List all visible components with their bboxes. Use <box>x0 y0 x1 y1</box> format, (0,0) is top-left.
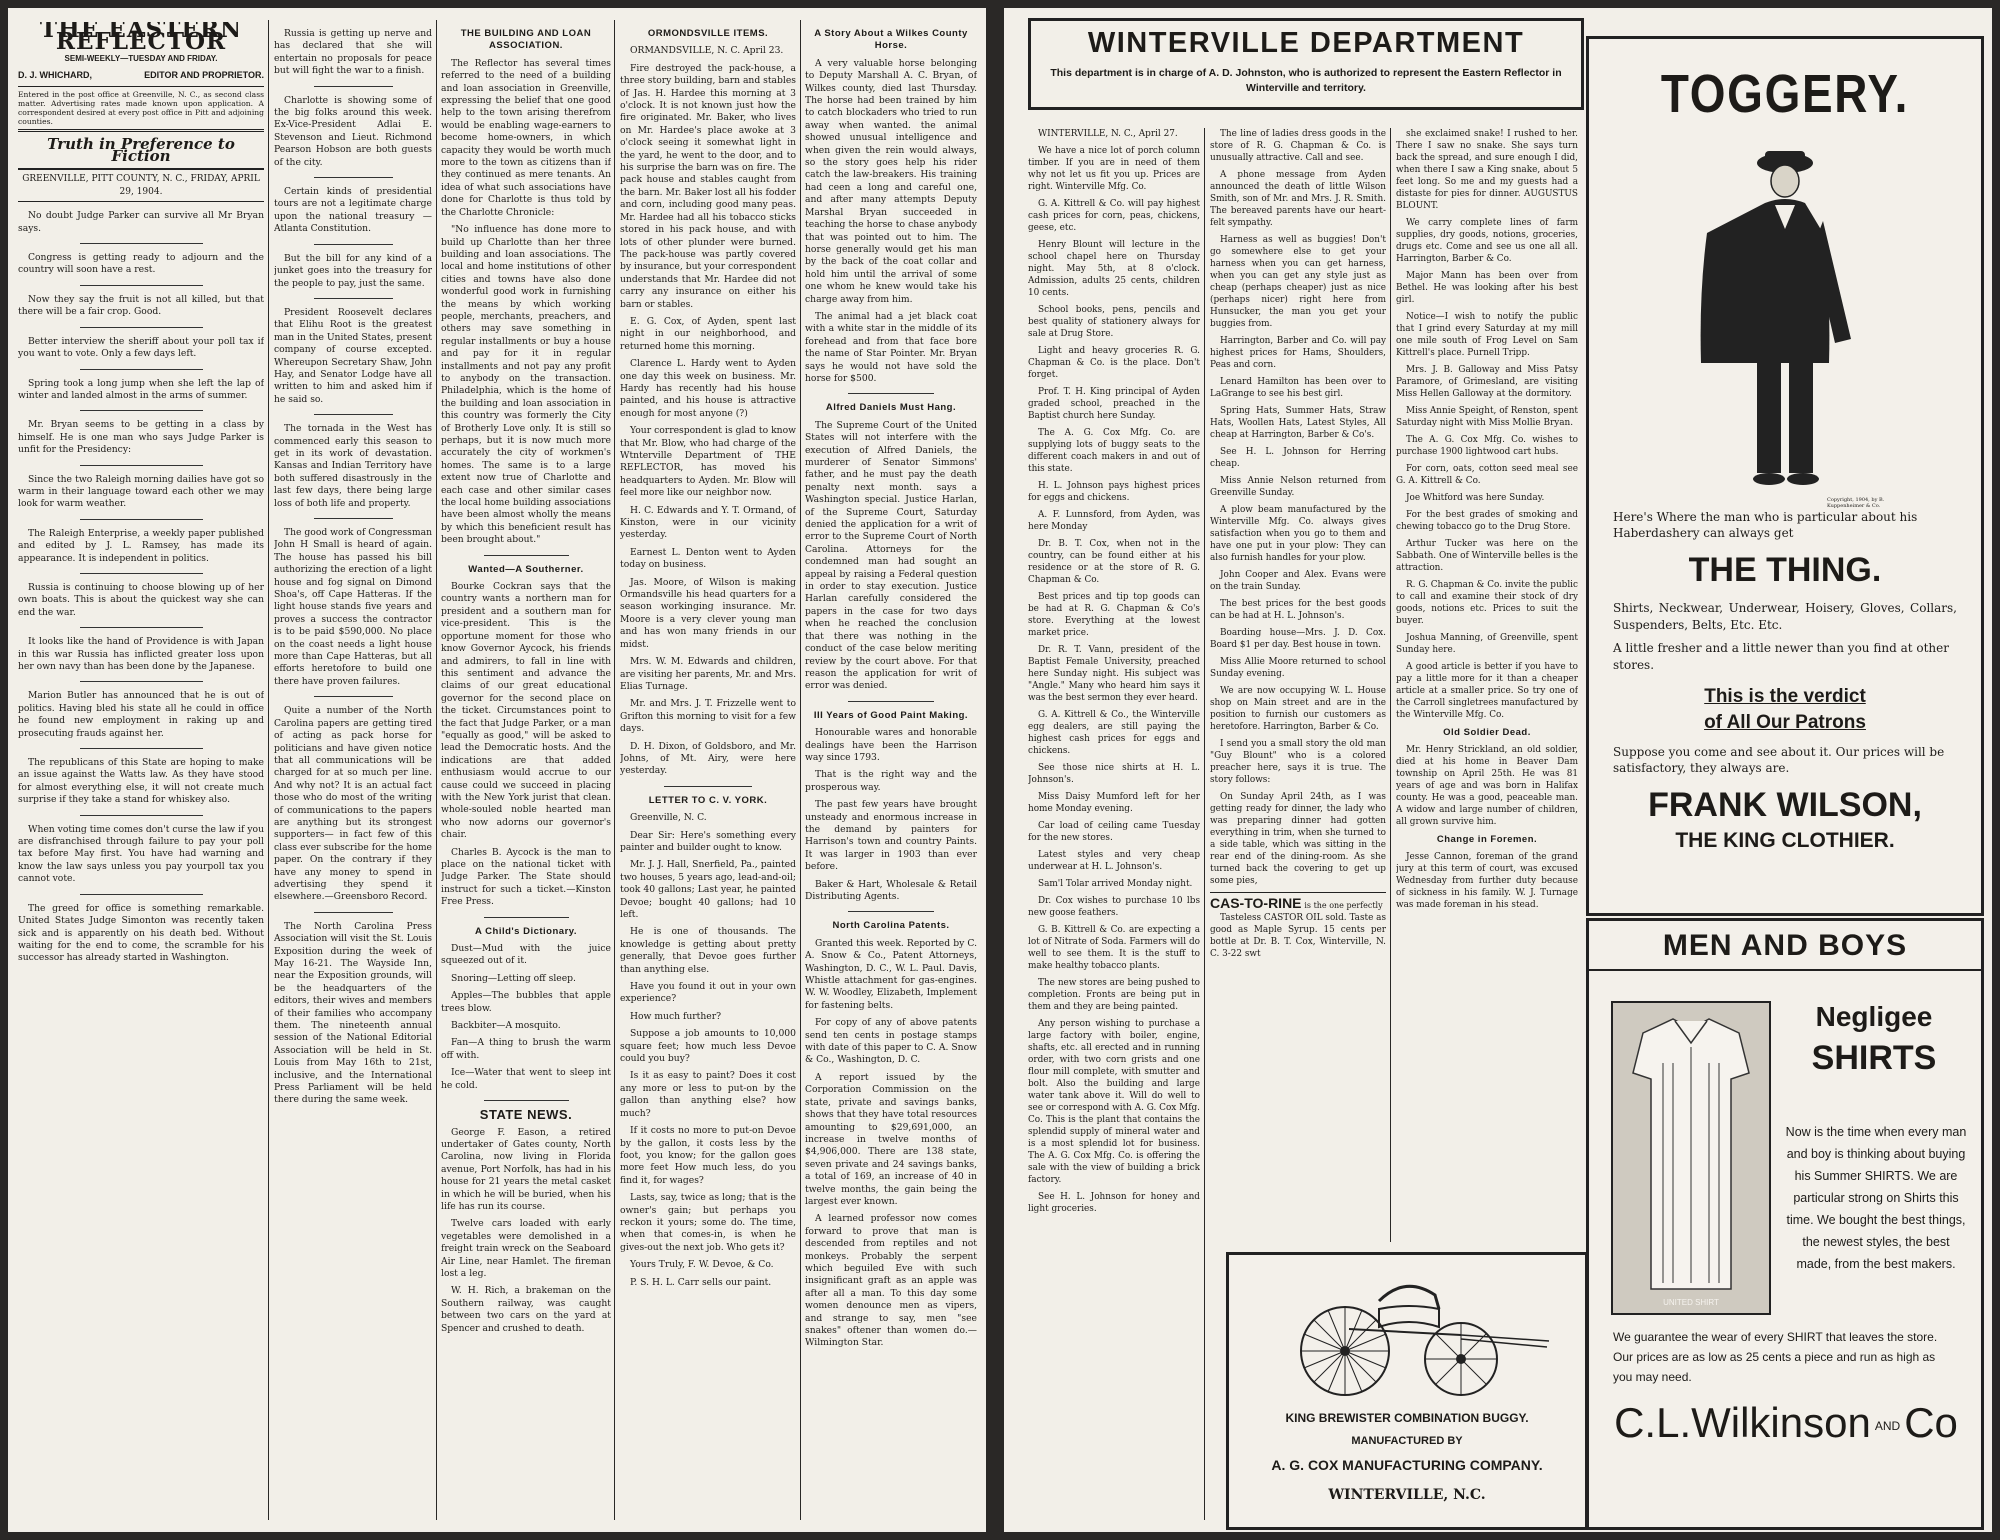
editorial-paragraphs-2 <box>274 28 432 1107</box>
paragraph: Bourke Cockran says that the country wants a northern man for president and a southern man for vice-president. This is the opportune moment for those who know Governor Aycock, his friends and admirers, to fall in line with this sentiment and advance the claims of our great educational governor for the second place on the ticket. Circumstances point to the fact that Judge Parker, or a man "equally as good," will be asked to lead the Democratic hosts. And the indications are that added enthusiasm would accrue to our cause could we succeed in placing with the New York jurist that clean. whole-souled noble hearted man who now adorns our governor's chair. <box>441 581 611 841</box>
winterville-items-b <box>1210 128 1386 887</box>
editorial-paragraphs <box>18 210 264 964</box>
winterville-title: WINTERVILLE DEPARTMENT <box>1087 27 1525 59</box>
masthead-title: THE EASTERN REFLECTOR <box>39 22 243 56</box>
wilkes-horse-heading: A Story About a Wilkes County Horse. <box>814 28 968 52</box>
dateline: GREENVILLE, PITT COUNTY, N. C., FRIDAY, APRIL 29, 1904. <box>18 168 264 202</box>
paragraph: Harness as well as buggies! Don't go somewhere else to get your harness when you can get harness, when you can get any style just as cheap (perhaps cheaper) just as nice (perhaps nicer) right here from Hunsucker, the man you get your buggies from. <box>1210 235 1386 329</box>
buggy-illustration <box>1229 1255 1585 1405</box>
shirt-icon <box>1613 1003 1769 1313</box>
paragraph: D. H. Dixon, of Goldsboro, and Mr. Johns, of Mt. Airy, were here yesterday. <box>620 740 796 777</box>
paragraph: For corn, oats, cotton seed meal see G. A. Kittrell & Co. <box>1396 464 1578 486</box>
daniels-heading: Alfred Daniels Must Hang. <box>825 402 957 414</box>
paragraph: Harrington, Barber and Co. will pay highest prices for Hams, Shoulders, Peas and corn. <box>1210 336 1386 370</box>
paragraph: A phone message from Ayden announced the death of little Wilson Smith, son of Mr. and Mrs. J. R. Smith. The bereaved parents have our heart-felt sympathy. <box>1210 170 1386 228</box>
paragraph: But the bill for any kind of a junket goes into the treasury for the people to pay, just the same. <box>274 252 432 289</box>
paragraph: Mr. and Mrs. J. T. Frizzelle went to Grifton this morning to visit for a few days. <box>620 698 796 735</box>
separator <box>314 298 393 299</box>
toggery-verdict-1: This is the verdict <box>1704 686 1866 707</box>
column-1 <box>18 22 264 1520</box>
paragraph: Charles B. Aycock is the man to place on the national ticket with Judge Parker. The State should instruct for such a ticket.—Kinston Free Press. <box>441 846 611 908</box>
separator <box>80 748 203 749</box>
paragraph: The North Carolina Press Association will visit the St. Louis Exposition during the week of May 16-21. The Wayside Inn, near the Exposition grounds, will be the headquarters of the editors, their wives and members of their families who accompany them. The nineteenth annual session of the National Editorial Association will be held in St. Louis from May 16th to 21st, inclusive, and the International Press Parliament will be held there during the same week. <box>274 920 432 1106</box>
paragraph: Russia is continuing to choose blowing up of her own boats. This is about the quickest way she can end the war. <box>18 581 264 618</box>
paragraph: Baker & Hart, Wholesale & Retail Distributing Agents. <box>805 878 977 902</box>
paragraph: Charlotte is showing some of the big folks around this week. Ex-Vice-President Adlai E. Stevenson and Lieut. Richmond Pearson Hobson are both guests of the city. <box>274 94 432 168</box>
column-rule <box>1390 128 1391 1242</box>
paragraph: The line of ladies dress goods in the store of R. G. Chapman & Co. is unusually attractive. Call and see. <box>1210 129 1386 163</box>
paragraph: Any person wishing to purchase a large factory with boiler, engine, shafts, etc. all erected and in running order, with two corn grists and one flour mill complete, with smutter and bolt. Also the building and large water tank above it. Will do well to see or correspond with A. G. Cox Mfg. Co. This is the plant that contains the splendid supply of mineral water and is a most splendid lot for business. The A. G. Cox Mfg. Co. is offering the sale with the view of building a brick factory. <box>1028 1019 1200 1185</box>
toggery-title: TOGGERY. <box>1660 64 1910 124</box>
castorine-title: CAS-TO-RINE <box>1210 895 1302 911</box>
paragraph: Suppose a job amounts to 10,000 square feet; how much less Devoe could you buy? <box>620 1028 796 1065</box>
paragraph: Mrs. W. M. Edwards and children, are visiting her parents, Mr. and Mrs. Elias Turnage. <box>620 656 796 692</box>
paragraph: Fire destroyed the pack-house, a three story building, barn and stables of Jas. H. Hardee this morning at 3 o'clock. It is not known just how the fire originated. Mr. Baker, who lives on Mr. Hardee's place awoke at 3 o'clock seeing it somewhat light in the yard, he went to the door, and to his surprise the barn was on fire. The pack house and stables caught from the barn. Mr. Baker lost all his fodder and corn, including good many peas. Mr. Hardee had all his tobacco sticks stored in his pack house, and with lots of other plunder were burned. The pack-house was partly covered by insurance, but your correspondent understands that Mr. Hardee did not carry any insurance on either his barn or stables. <box>620 62 796 310</box>
column-4 <box>620 22 796 1520</box>
column-rule <box>268 20 269 1520</box>
negligee-title: Negligee <box>1815 1001 1933 1032</box>
buggy-company: A. G. COX MANUFACTURING COMPANY. <box>1271 1457 1543 1473</box>
editor-name: D. J. WHICHARD, <box>18 70 92 81</box>
separator <box>80 519 203 520</box>
paragraph: For the best grades of smoking and chewing tobacco go to the Drug Store. <box>1396 510 1578 532</box>
buggy-title: KING BREWISTER COMBINATION BUGGY. <box>1285 1411 1529 1425</box>
toggery-copyright: Copyright, 1904, by B. Kuppenheimer & Co. <box>1827 497 1885 509</box>
paragraph: Miss Annie Speight, of Renston, spent Saturday night with Miss Mollie Bryan. <box>1396 406 1578 428</box>
paragraph: President Roosevelt declares that Elihu Root is the greatest man in the United States, present company of course excepted. Whereupon Secretary Shaw, John Hay, and Senator Lodge have all written to him and asked him if he said so. <box>274 306 432 405</box>
state-news-heading: STATE NEWS. <box>479 1107 573 1123</box>
paragraph: Yours Truly, F. W. Devoe, & Co. <box>630 1259 774 1271</box>
paragraph: Your correspondent is glad to know that Mr. Blow, who had charge of the Wtnterville Department of THE REFLECTOR, has moved his headquarters to Ayden. Mr. Blow will feel more like our neighbor now. <box>620 425 796 499</box>
separator <box>80 573 203 574</box>
paragraph: Jas. Moore, of Wilson is making Ormandsville his head quarters for a season workinging insurance. Mr. Moore is a very clever young man and has won many friends in our midst. <box>620 576 796 650</box>
masthead <box>18 24 264 202</box>
foreman-article: Jesse Cannon, foreman of the grand jury at this term of court, was excused Wednesday from further duty because of sickness in his family. W. J. Turnage was made foreman in his stead. <box>1396 852 1578 910</box>
separator <box>80 627 203 628</box>
paragraph: Backbiter—A mosquito. <box>451 1020 561 1032</box>
paragraph: Snoring—Letting off sleep. <box>451 972 576 984</box>
winterville-header <box>1028 18 1584 110</box>
paragraph: Lenard Hamilton has been over to LaGrange to see his best girl. <box>1210 377 1386 399</box>
paragraph: How much further? <box>630 1010 722 1022</box>
paragraph: Mrs. J. B. Galloway and Miss Patsy Paramore, of Grimesland, are visiting Miss Hellen Galloway at the dormitory. <box>1396 365 1578 399</box>
paragraph: George F. Eason, a retired undertaker of Gates county, North Carolina, now living in Florida avenue, Port Norfolk, has had in his house for 21 years the metal casket in which he will be buried, when his life has run its course. <box>441 1126 611 1212</box>
paragraph: P. S. H. L. Carr sells our paint. <box>630 1276 772 1288</box>
paragraph: Russia is getting up nerve and has declared that she will entertain no proposals for peace but will fight the war to a finish. <box>274 28 432 77</box>
shirts-guarantee: We guarantee the wear of every SHIRT that leaves the store. Our prices are as low as 25 cents a piece and run as high as you may need. <box>1613 1330 1938 1384</box>
separator <box>848 393 934 394</box>
paragraph: Marion Butler has announced that he is out of politics. Having bled his state all he could in office he found new employment in raking up and prosecuting frauds against her. <box>18 690 264 739</box>
paragraph: Since the two Raleigh morning dailies have got so warm in their language toward each other we may look for warm weather. <box>18 473 264 510</box>
paragraph: Have you found it out in your own experience? <box>620 981 796 1005</box>
paragraph: The A. G. Cox Mfg. Co. are supplying lots of buggy seats to the different coach makers in and out of this state. <box>1028 428 1200 474</box>
paragraph: That is the right way and the prosperous way. <box>805 769 977 793</box>
paragraph: Miss Allie Moore returned to school Sunday evening. <box>1210 657 1386 679</box>
paragraph: On Sunday April 24th, as I was getting ready for dinner, the lady who was preparing dinner had gotten everything in trim, when she turned to a side table, which was sitting in the rear end of the dining-room. As she turned back the covering to get up some pies, <box>1210 792 1386 886</box>
letter-article <box>620 812 796 1289</box>
ormondsville-heading: ORMONDSVILLE ITEMS. <box>647 28 769 39</box>
paragraph: Prof. T. H. King principal of Ayden graded school, preached in the Baptist church here Sunday. <box>1028 387 1200 421</box>
separator <box>80 410 203 411</box>
paragraph: No doubt Judge Parker can survive all Mr Bryan says. <box>18 210 264 234</box>
paragraph: she exclaimed snake! I rushed to her. There I saw no snake. She says turn back the spread, and sure enough I did, when there I saw a King snake, about 5 feet long. So me and my guests had a distaste for pies for dinner. AUGUSTUS BLOUNT. <box>1396 129 1578 211</box>
winterville-subtitle: This department is in charge of A. D. Johnston, who is authorized to represent the Eastern Reflector in Winterville and territory. <box>1050 67 1562 94</box>
brand-and: AND <box>1874 1418 1901 1433</box>
paragraph: G. B. Kittrell & Co. are expecting a lot of Nitrate of Soda. Farmers will do well to see them. It is the stuff to make healthy tobacco plants. <box>1028 925 1200 971</box>
paragraph: A. F. Lunnsford, from Ayden, was here Monday <box>1028 510 1200 532</box>
paragraph: Ice—Water that went to sleep int he cold. <box>441 1067 611 1091</box>
paragraph: Mr. J. J. Hall, Snerfield, Pa., painted two houses, 5 years ago, lead-and-oil; took 40 gallons; Last year, he painted Devoe; bought 40 gallons; had 10 left. <box>620 859 796 920</box>
paragraph: If it costs no more to put-on Devoe by the gallon, it costs less by the foot, you know; for the gallon goes more feet How much less, do you find it, for wages? <box>620 1125 796 1186</box>
paragraph: Boarding house—Mrs. J. D. Cox. Board $1 per day. Best house in town. <box>1210 628 1386 650</box>
separator <box>314 244 393 245</box>
building-loan-article <box>441 58 611 547</box>
state-news-article <box>441 1127 611 1336</box>
shirts-brand <box>1611 1399 1961 1447</box>
old-soldier-heading: Old Soldier Dead. <box>1443 727 1531 738</box>
paragraph: Arthur Tucker was here on the Sabbath. One of Winterville belles is the attraction. <box>1396 539 1578 573</box>
separator <box>664 786 752 787</box>
paragraph: A learned professor now comes forward to prove that man is descended from reptiles and not monkeys. Probably the serpent which beguiled Eve with such insignificant graft as an apple was after all a man. To this day some women denounce men as vipers, and strange to say, men "see snakes" oftener than women do.—Wilmington Star. <box>805 1213 977 1349</box>
dictionary-heading: A Child's Dictionary. <box>475 925 577 937</box>
editor-role: EDITOR AND PROPRIETOR. <box>144 70 264 81</box>
ormondsville-article <box>620 45 796 777</box>
daniels-article <box>805 420 977 693</box>
paragraph: Latest styles and very cheap underwear at H. L. Johnson's. <box>1028 850 1200 872</box>
letter-heading: LETTER TO C. V. YORK. <box>648 794 768 806</box>
separator <box>848 701 934 702</box>
paragraph: When voting time comes don't curse the law if you are disfranchised through failure to pay your poll tax before May first. You have had warning and know the law says unless you pay yourpoll tax you cannot vote. <box>18 823 264 885</box>
paragraph: Lasts, say, twice as long; that is the owner's gain; but perhaps you reckon it yours; some do. The time, when that comes-in, is when he gives-out the next job. Who gets it? <box>620 1192 796 1253</box>
toggery-suppose: Suppose you come and see about it. Our prices will be satisfactory, they always are. <box>1613 745 1945 775</box>
winterville-items-c <box>1396 128 1578 721</box>
castorine-aside: is the one perfectly <box>1304 901 1383 910</box>
separator <box>80 894 203 895</box>
paragraph: Quite a number of the North Carolina papers are getting tired of acting as pack horse for politicians and have given notice that all communications will be charged for at so much per line. And why not? It is an actual fact those who do most of the writing of communications to the papers are anything but its strongest supporters— in fact few of this class ever subscribe for the home paper. On the contrary if they have any money to spend in advertising they spend it elsewhere.—Greensboro Record. <box>274 705 432 903</box>
wilkes-horse-article <box>805 58 977 386</box>
paragraph: Joshua Manning, of Greenville, spent Sunday here. <box>1396 633 1578 655</box>
paragraph: Better interview the sheriff about your poll tax if you want to vote. Only a few days left. <box>18 335 264 360</box>
foreman-heading: Change in Foremen. <box>1436 834 1538 845</box>
paragraph: Best prices and tip top goods can be had at R. G. Chapman & Co's store. Everything at the lowest market price. <box>1028 592 1200 638</box>
paragraph: R. G. Chapman & Co. invite the public to call and examine their stock of dry goods, notions etc. Prices to suit the buyer. <box>1396 580 1578 626</box>
winterville-column-b <box>1210 128 1386 1242</box>
paragraph: We have a nice lot of porch column timber. If you are in need of them why not let us fit you up. Prices are right. Winterville Mfg. Co. <box>1028 146 1200 192</box>
paragraph: Spring Hats, Summer Hats, Straw Hats, Woollen Hats, Latest Styles, All cheap at Harrington, Barber & Co's. <box>1210 406 1386 440</box>
toggery-fresher: A little fresher and a little newer than you find at other stores. <box>1613 641 1949 672</box>
paragraph: Now they say the fruit is not all killed, but that there will be a fair crop. Good. <box>18 293 264 318</box>
shirts-word: SHIRTS <box>1811 1039 1937 1077</box>
paragraph: Certain kinds of presidential tours are not a legitimate charge upon the national treasury —Atlanta Constitution. <box>274 186 432 235</box>
column-3 <box>441 22 611 1520</box>
paragraph: The animal had a jet black coat with a white star in the middle of its forehead and from that face bore the name of Star Pointer. Mr. Bryan says he would not have sold the horse for $500. <box>805 310 977 384</box>
paragraph: See H. L. Johnson for Herring cheap. <box>1210 447 1386 469</box>
masthead-editor-line <box>18 69 264 81</box>
paragraph: The best prices for the best goods can be had at H. L. Johnson's. <box>1210 599 1386 621</box>
paragraph: John Cooper and Alex. Evans were on the train Sunday. <box>1210 570 1386 592</box>
shirt-label: UNITED SHIRT <box>1663 1298 1719 1307</box>
dictionary-article <box>441 943 611 1092</box>
separator <box>314 912 393 913</box>
separator <box>80 681 203 682</box>
separator <box>314 177 393 178</box>
paragraph: Clarence L. Hardy went to Ayden one day this week on business. Mr. Hardy has recently had his house painted, and his house is attractive enough for most anyone (?) <box>620 358 796 419</box>
brand-co: Co <box>1904 1399 1958 1446</box>
paragraph: Spring took a long jump when she left the lap of winter and landed almost in the arms of summer. <box>18 377 264 401</box>
paragraph: The republicans of this State are hoping to make an issue against the Watts law. As they have stood for almost everything else, it will not create much surprise if they take a stand for whiskey also. <box>18 757 264 806</box>
paragraph: G. A. Kittrell & Co. will pay highest cash prices for corn, peas, chickens, geese, etc. <box>1028 199 1200 233</box>
southerner-article <box>441 581 611 909</box>
paragraph: Honourable wares and honorable dealings have been the Harrison way since 1793. <box>805 727 977 763</box>
separator <box>848 911 934 912</box>
paragraph: Major Mann has been over from Bethel. He was looking after his best girl. <box>1396 271 1578 305</box>
paragraph: Apples—The bubbles that apple trees blow. <box>441 990 611 1014</box>
paint-article <box>805 727 977 903</box>
paragraph: E. G. Cox, of Ayden, spent last night in our neighborhood, and returned home this morning. <box>620 315 796 352</box>
column-rule <box>436 20 437 1520</box>
paragraph: The good work of Congressman John H Small is heard of again. The house has passed his bill authorizing the erection of a light house and fog signal on Dimond Shoa's, off Cape Hatteras. If the light house stands five years and proves a success the contractor is to be paid $590,000. No place on the coast needs a light house more than Cape Hatteras, but all efforts heretofore to build one there have proven failures. <box>274 527 432 687</box>
paragraph: The Raleigh Enterprise, a weekly paper published and edited by J. L. Ramsey, has made its appearance. It is independent in politics. <box>18 527 264 564</box>
paragraph: The past few years have brought unsteady and enormous increase in the demand by painters for Harrison's town and country Paints. It was larger in 1903 than ever before. <box>805 799 977 873</box>
castorine-ad <box>1210 892 1386 960</box>
separator <box>484 1100 569 1101</box>
paragraph: Dr. B. T. Cox, when not in the country, can be found either at his residence or at the store of R. G. Chapman & Co. <box>1028 539 1200 585</box>
paragraph: W. H. Rich, a brakeman on the Southern railway, was caught between two cars on the yard at Spencer and crushed to death. <box>441 1285 611 1334</box>
paragraph: G. A. Kittrell & Co., the Winterville egg dealers, are still paying the highest cash prices for eggs and chickens. <box>1028 710 1200 756</box>
paragraph: The new stores are being pushed to completion. Fronts are being put in them and they are being painted. <box>1028 978 1200 1012</box>
paragraph: Twelve cars loaded with early vegetables were demolished in a freight train wreck on the Seaboard Air Line, near Hamlet. The fireman lost a leg. <box>441 1218 611 1279</box>
winterville-column-a <box>1028 128 1200 1520</box>
paragraph: A very valuable horse belonging to Deputy Marshall A. C. Bryan, of Wilkes county, died last Thursday. The horse had been trained by him to catch blockaders who tried to run away when wanted. the animal showed unusual intelligence and when given the rein would always, so the story goes help his rider catch the law-breakers. His training had ceen a long and careful one, and after many attempts Deputy Marshal Bryan succeeded in teaching the horse to chase anybody that was pointed out to him. The horse generally would get his man by the back of the coat collar and hold him until the arrival of some one whom he knew would take his charge away from him. <box>805 57 977 305</box>
separator <box>80 369 203 370</box>
masthead-motto: Truth in Preference to Fiction <box>47 134 235 166</box>
paragraph: A good article is better if you have to pay a little more for it than a cheaper article at a smaller price. So try one of the Carroll singletrees manufactured by the Winterville Mfg. Co. <box>1396 662 1578 720</box>
paragraph: The Reflector has several times referred to the need of a building and loan association in Greenville, expressing the belief that one good help to the town arising therefrom would be enabling wage-earners to become home-owners, in which capacity they would be worth much more to the town as citizens than if they continued as mere tenants. An idea of what such associations have done for Charlotte is thus told by the Charlotte Chronicle: <box>441 57 611 218</box>
paragraph: Mr. Bryan seems to be getting in a class by himself. He is one man who says Judge Parker is unfit for the Presidency: <box>18 419 264 456</box>
paragraph: The greed for office is something remarkable. United States Judge Simonton was recently taken sick and is apparently on his death bed. Without waiting for the end to come, the scramble for his successor has already started in Washington. <box>18 902 264 964</box>
paragraph: Dr. Cox wishes to purchase 10 lbs new goose feathers. <box>1028 896 1200 918</box>
paragraph: Fan—A thing to brush the warm off with. <box>441 1037 611 1061</box>
buggy-manufactured-by: MANUFACTURED BY <box>1351 1435 1463 1447</box>
paragraph: A report issued by the Corporation Commission on the state, private and savings banks, shows that they have total resources amounting to $29,691,000, an increase in twelve months of $4,906,000. There are 138 state, seven private and 24 savings banks, a total of 169, an increase of 40 in twelve months, the gain being the largest ever known. <box>805 1071 977 1207</box>
column-rule <box>800 20 801 1520</box>
paragraph: Greenville, N. C. <box>630 812 707 824</box>
castorine-body: Tasteless CASTOR OIL sold. Taste as good as Maple Syrup. 15 cents per bottle at Dr. B. T. Cox, Winterville, N. C. 3-22 swt <box>1210 913 1386 959</box>
separator <box>314 414 393 415</box>
paragraph: Earnest L. Denton went to Ayden today on business. <box>620 546 796 571</box>
paragraph: It looks like the hand of Providence is with Japan in this war Russia has inflicted greater loss upon her own navy than has been done by the Japanese. <box>18 636 264 672</box>
paragraph: We carry complete lines of farm supplies, dry goods, notions, groceries, drugs etc. Come and see us one all all. Harrington, Barber & Co. <box>1396 218 1578 264</box>
patents-heading: North Carolina Patents. <box>832 920 950 932</box>
separator <box>484 917 569 918</box>
right-page <box>1004 8 1992 1532</box>
paragraph: Light and heavy groceries R. G. Chapman & Co. is the place. Don't forget. <box>1028 346 1200 380</box>
masthead-notice: Entered in the post office at Greenville, N. C., as second class matter. Advertising rates made known upon application. A correspondent desired at every post office in Pitt and adjoining counties. <box>18 86 264 132</box>
separator <box>484 555 569 556</box>
winterville-column-c <box>1396 128 1578 1242</box>
toggery-king-clothier: THE KING CLOTHIER. <box>1675 829 1895 852</box>
separator <box>80 465 203 466</box>
building-loan-heading: THE BUILDING AND LOAN ASSOCIATION. <box>460 28 592 52</box>
paragraph: Miss Annie Nelson returned from Greenville Sunday. <box>1210 476 1386 498</box>
toggery-thing: THE THING. <box>1688 551 1882 589</box>
paragraph: Is it as easy to paint? Does it cost any more or less to put-on by the gallon than anything else? how much? <box>620 1070 796 1119</box>
paragraph: Miss Daisy Mumford left for her home Monday evening. <box>1028 792 1200 814</box>
paragraph: The Supreme Court of the United States will not interfere with the execution of Alfred Daniels, the murderer of Senator Simmons' father, and he must pay the death penalty next month. says a Washington special. Justice Harlan, of the Supreme Court, Saturday denied the application for a writ of error to the Supreme Court of North Carolina. Attorneys for the condemned man had sought an appeal by raising a Federal question in order to stay execution. Justice Harlan carefully considered the papers in the case for two days when he reached the conclusion that there was nothing in the conduct of the case below meriting review by the court above. For that reason the application for writ of error was denied. <box>805 419 977 692</box>
toggery-intro: Here's Where the man who is particular about his Haberdashery can always get <box>1613 510 1918 540</box>
buggy-place: WINTERVILLE, N.C. <box>1328 1487 1486 1503</box>
brand-name: C.L.Wilkinson <box>1614 1399 1871 1446</box>
paragraph: H. C. Edwards and Y. T. Ormand, of Kinston, were in our vicinity yesterday. <box>620 504 796 541</box>
paragraph: ORMANDSVILLE, N. C. April 23. <box>630 45 784 57</box>
paint-heading: III Years of Good Paint Making. <box>813 709 969 721</box>
paragraph: Sam'l Tolar arrived Monday night. <box>1038 879 1193 889</box>
paragraph: The A. G. Cox Mfg. Co. wishes to purchase 1900 lightwood cart hubs. <box>1396 435 1578 457</box>
separator <box>80 815 203 816</box>
separator <box>314 86 393 87</box>
paragraph: We are now occupying W. L. House shop on Main street and are in the position to furnish our customers as heretofore. Harrington, Barber & Co. <box>1210 686 1386 732</box>
paragraph: H. L. Johnson pays highest prices for eggs and chickens. <box>1028 481 1200 503</box>
buggy-ad <box>1226 1252 1588 1530</box>
separator <box>314 518 393 519</box>
masthead-frequency: SEMI-WEEKLY—TUESDAY AND FRIDAY. <box>64 53 218 63</box>
paragraph: For copy of any of above patents send ten cents in postage stamps with date of this paper to C. A. Snow & Co., Washington, D. C. <box>805 1017 977 1066</box>
paragraph: Dr. R. T. Vann, president of the Baptist Female University, preached here Sunday night. His subject was "Angle." Many who heard him says it was the best sermon they ever heard. <box>1028 645 1200 703</box>
toggery-ad <box>1586 36 1984 916</box>
toggery-frank-wilson: FRANK WILSON, <box>1648 786 1922 824</box>
paragraph: See those nice shirts at H. L. Johnson's. <box>1028 763 1200 785</box>
column-rule <box>614 20 615 1520</box>
paragraph: School books, pens, pencils and best quality of stationery always for sale at Drug Store. <box>1028 305 1200 339</box>
gentleman-illustration <box>1589 125 1981 505</box>
old-soldier-article: Mr. Henry Strickland, an old soldier, died at his home in Beaver Dam township on April 25th. He was 81 years of age and was born in Halifax county. He was a good, peaceable man. A widow and large number of children, all grown survive him. <box>1396 745 1578 827</box>
patents-article <box>805 938 977 1350</box>
toggery-verdict-2: of All Our Patrons <box>1704 712 1866 733</box>
shirt-illustration <box>1611 1001 1771 1315</box>
separator <box>80 243 203 244</box>
paragraph: Car load of ceiling came Tuesday for the new stores. <box>1028 821 1200 843</box>
paragraph: A plow beam manufactured by the Winterville Mfg. Co. always gives satisfaction when you go to them and have one put in your plow: They can also furnish handles for your plow. <box>1210 505 1386 563</box>
paragraph: Notice—I wish to notify the public that I grind every Saturday at my mill one mile south of Frog Level on Sam Kittrell's place. Purnell Tripp. <box>1396 312 1578 358</box>
paragraph: He is one of thousands. The knowledge is getting about pretty generally, that Devoe goes further than anything else. <box>620 926 796 975</box>
toggery-list: Shirts, Neckwear, Underwear, Hoisery, Gloves, Collars, Suspenders, Belts, Etc. Etc. <box>1613 601 1957 632</box>
left-page <box>8 8 986 1532</box>
paragraph: I send you a small story the old man "Guy Blount" who is a colored preacher here, says it is true. The story follows: <box>1210 739 1386 785</box>
paragraph: Joe Whitford was here Sunday. <box>1406 493 1545 503</box>
shirts-body: Now is the time when every man and boy is thinking about buying his Summer SHIRTS. We are particular strong on Shirts this time. We bought the best things, the newest styles, the best made, from the best makers. <box>1785 1125 1967 1271</box>
column-5 <box>805 22 977 1520</box>
paragraph: Henry Blount will lecture in the school chapel here on Thursday night. May 5th, at 8 o'clock. Admission, adults 25 cents, children 10 cents. <box>1028 240 1200 298</box>
winterville-items-a <box>1028 128 1200 1215</box>
shirts-ad <box>1586 918 1984 1530</box>
shirts-title: MEN AND BOYS <box>1589 929 1981 971</box>
paragraph: See H. L. Johnson for honey and light groceries. <box>1028 1192 1200 1214</box>
paragraph: Granted this week. Reported by C. A. Snow & Co., Patent Attorneys, Washington, D. C., W. L. Paul. Davis, Whistle attachment for gas-engines. W. W. Woodley, Elizabeth, Implement for fastening belts. <box>805 937 977 1011</box>
paragraph: WINTERVILLE, N. C., April 27. <box>1038 129 1178 139</box>
paragraph: Congress is getting ready to adjourn and the country will soon have a rest. <box>18 252 264 276</box>
paragraph: Dust—Mud with the juice squeezed out of it. <box>441 943 611 967</box>
paragraph: The tornada in the West has commenced early this season to get in its work of devastation. Kansas and Indian Territory have both suffered disastrously in the last few days, there being large loss of both life and property. <box>274 423 432 509</box>
separator <box>80 327 203 328</box>
southerner-heading: Wanted—A Southerner. <box>468 563 584 575</box>
separator <box>80 285 203 286</box>
paragraph: "No influence has done more to build up Charlotte than her three building and loan associations. The local and home institutions of other cities and towns have also done wonderful good work in furnishing the means by which working people, merchants, preachers, and others may save something in regular installments or buy a house and pay for it in regular installments and not pay any profit to anybody on the transaction. Philadelphia, which is the home of the building and loan association in this country was formerly the City of Brotherly Love only. It is still so perhaps, but it is now much more accurately the city of workmen's homes. The same is to a large extent now true of Charlotte and each case and other similar cases the local home building associations have been almost wholly the means by which this beneficient result has been brought about." <box>441 224 611 546</box>
separator <box>314 696 393 697</box>
column-2 <box>274 28 432 1520</box>
paragraph: Dear Sir: Here's something every painter and builder ought to know. <box>620 829 796 853</box>
column-rule <box>1204 128 1205 1520</box>
